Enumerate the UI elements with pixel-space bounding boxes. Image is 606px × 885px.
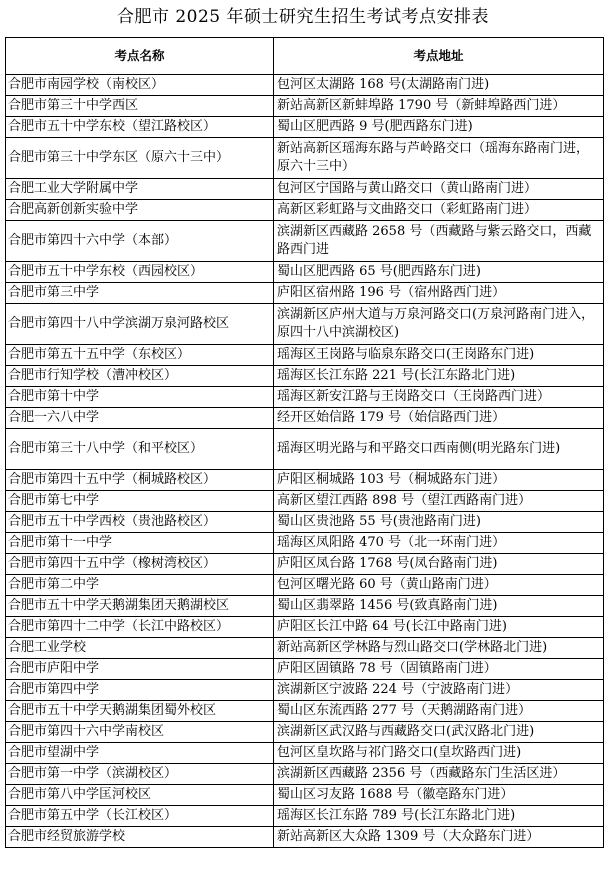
site-address: 瑶海区长江东路 221 号(长江东路北门进) bbox=[274, 366, 604, 387]
site-name: 合肥市南园学校（南校区） bbox=[6, 75, 274, 96]
site-address: 包河区皇坎路与祁门路交口(皇坎路西门进) bbox=[274, 743, 604, 764]
site-address: 包河区曙光路 60 号（黄山路南门进） bbox=[274, 575, 604, 596]
site-address: 瑶海区明光路与和平路交口西南侧(明光路东门进) bbox=[274, 429, 604, 470]
site-name: 合肥市第四十二中学（长江中路校区） bbox=[6, 617, 274, 638]
site-name: 合肥市五十中学东校（望江路校区） bbox=[6, 117, 274, 138]
table-row bbox=[6, 366, 604, 387]
site-name: 合肥市望湖中学 bbox=[6, 743, 274, 764]
table-row bbox=[6, 387, 604, 408]
site-name: 合肥市第八中学匡河校区 bbox=[6, 785, 274, 806]
site-address: 庐阳区宿州路 196 号（宿州路西门进） bbox=[274, 283, 604, 304]
site-address: 新站高新区瑶海东路与芦岭路交口（瑶海东路南门进，原六十三中） bbox=[274, 138, 604, 179]
table-row bbox=[6, 764, 604, 785]
site-address: 庐阳区凤台路 1768 号(凤台路南门进) bbox=[274, 554, 604, 575]
site-name: 合肥市第四中学 bbox=[6, 680, 274, 701]
table-row bbox=[6, 304, 604, 345]
site-name: 合肥一六八中学 bbox=[6, 408, 274, 429]
table-row bbox=[6, 785, 604, 806]
site-name: 合肥市经贸旅游学校 bbox=[6, 827, 274, 848]
site-name: 合肥市第五中学（长江校区） bbox=[6, 806, 274, 827]
table-row bbox=[6, 596, 604, 617]
site-name: 合肥市第一中学（滨湖校区） bbox=[6, 764, 274, 785]
table-row bbox=[6, 491, 604, 512]
site-address: 滨湖新区西藏路 2356 号（西藏路东门生活区进） bbox=[274, 764, 604, 785]
table-row bbox=[6, 512, 604, 533]
site-address: 庐阳区桐城路 103 号（桐城路东门进） bbox=[274, 470, 604, 491]
table-row bbox=[6, 470, 604, 491]
site-address: 瑶海区新安江路与王岗路交口（王岗路西门进） bbox=[274, 387, 604, 408]
site-address: 包河区宁国路与黄山路交口（黄山路南门进） bbox=[274, 179, 604, 200]
table-row bbox=[6, 617, 604, 638]
table-row bbox=[6, 680, 604, 701]
site-address: 新站高新区新蚌埠路 1790 号（新蚌埠路西门进） bbox=[274, 96, 604, 117]
site-address: 包河区太湖路 168 号(太湖路南门进) bbox=[274, 75, 604, 96]
table-row bbox=[6, 179, 604, 200]
site-name: 合肥高新创新实验中学 bbox=[6, 200, 274, 221]
site-name: 合肥市第十一中学 bbox=[6, 533, 274, 554]
table-header-row bbox=[6, 38, 604, 75]
site-address: 经开区始信路 179 号（始信路西门进） bbox=[274, 408, 604, 429]
table-row bbox=[6, 200, 604, 221]
table-row bbox=[6, 554, 604, 575]
site-name: 合肥市五十中学东校（西园校区） bbox=[6, 262, 274, 283]
site-name: 合肥市五十中学天鹅湖集团天鹅湖校区 bbox=[6, 596, 274, 617]
site-name: 合肥市第三中学 bbox=[6, 283, 274, 304]
site-name: 合肥市第二中学 bbox=[6, 575, 274, 596]
site-name: 合肥市第四十六中学（本部） bbox=[6, 221, 274, 262]
document-title: 合肥市 2025 年硕士研究生招生考试考点安排表 bbox=[116, 7, 490, 27]
site-name: 合肥市行知学校（漕冲校区） bbox=[6, 366, 274, 387]
site-address: 高新区望江西路 898 号（望江西路南门进） bbox=[274, 491, 604, 512]
site-name: 合肥市第十中学 bbox=[6, 387, 274, 408]
table-row bbox=[6, 701, 604, 722]
site-name: 合肥市第四十八中学滨湖万泉河路校区 bbox=[6, 304, 274, 345]
table-row bbox=[6, 283, 604, 304]
site-address: 高新区彩虹路与文曲路交口（彩虹路南门进） bbox=[274, 200, 604, 221]
table-row bbox=[6, 96, 604, 117]
site-name: 合肥市第四十五中学（橡树湾校区） bbox=[6, 554, 274, 575]
table-row bbox=[6, 743, 604, 764]
site-name: 合肥工业大学附属中学 bbox=[6, 179, 274, 200]
table-row bbox=[6, 262, 604, 283]
site-address: 瑶海区王岗路与临泉东路交口(王岗路东门进) bbox=[274, 345, 604, 366]
site-address: 蜀山区东流西路 277 号（天鹅湖路南门进） bbox=[274, 701, 604, 722]
site-name: 合肥市五十中学西校（贵池路校区） bbox=[6, 512, 274, 533]
table-body bbox=[6, 75, 604, 848]
table-row bbox=[6, 575, 604, 596]
site-address: 滨湖新区西藏路 2658 号（西藏路与紫云路交口，西藏路西门进 bbox=[274, 221, 604, 262]
site-name: 合肥市五十中学天鹅湖集团蜀外校区 bbox=[6, 701, 274, 722]
exam-site-table bbox=[5, 37, 604, 848]
site-name: 合肥市第四十六中学南校区 bbox=[6, 722, 274, 743]
table-row bbox=[6, 221, 604, 262]
site-address: 蜀山区肥西路 9 号(肥西路东门进) bbox=[274, 117, 604, 138]
column-header-address: 考点地址 bbox=[274, 38, 604, 75]
table-row bbox=[6, 345, 604, 366]
table-row bbox=[6, 638, 604, 659]
table-row bbox=[6, 827, 604, 848]
site-address: 蜀山区贵池路 55 号(贵池路南门进) bbox=[274, 512, 604, 533]
table-row bbox=[6, 138, 604, 179]
site-address: 滨湖新区武汉路与西藏路交口(武汉路北门进) bbox=[274, 722, 604, 743]
site-name: 合肥市第四十五中学（桐城路校区） bbox=[6, 470, 274, 491]
table-row bbox=[6, 722, 604, 743]
site-name: 合肥市第五十五中学（东校区） bbox=[6, 345, 274, 366]
site-address: 滨湖新区宁波路 224 号（宁波路南门进） bbox=[274, 680, 604, 701]
site-address: 蜀山区翡翠路 1456 号(致真路南门进) bbox=[274, 596, 604, 617]
site-name: 合肥工业学校 bbox=[6, 638, 274, 659]
site-address: 庐阳区长江中路 64 号(长江中路南门进) bbox=[274, 617, 604, 638]
table-row bbox=[6, 533, 604, 554]
site-address: 瑶海区凤阳路 470 号（北一环南门进） bbox=[274, 533, 604, 554]
table-row bbox=[6, 408, 604, 429]
site-name: 合肥市第三十八中学（和平校区） bbox=[6, 429, 274, 470]
site-name: 合肥市庐阳中学 bbox=[6, 659, 274, 680]
table-row bbox=[6, 806, 604, 827]
site-name: 合肥市第七中学 bbox=[6, 491, 274, 512]
site-address: 蜀山区习友路 1688 号（徽亳路东门进） bbox=[274, 785, 604, 806]
table-row bbox=[6, 117, 604, 138]
table-row bbox=[6, 75, 604, 96]
site-address: 新站高新区大众路 1309 号（大众路东门进） bbox=[274, 827, 604, 848]
table-row bbox=[6, 429, 604, 470]
site-address: 新站高新区学林路与烈山路交口(学林路北门进) bbox=[274, 638, 604, 659]
site-address: 庐阳区固镇路 78 号（固镇路南门进） bbox=[274, 659, 604, 680]
table-row bbox=[6, 659, 604, 680]
column-header-name: 考点名称 bbox=[6, 38, 274, 75]
site-address: 滨湖新区庐州大道与万泉河路交口(万泉河路南门进入，原四十八中滨湖校区) bbox=[274, 304, 604, 345]
site-name: 合肥市第三十中学东区（原六十三中） bbox=[6, 138, 274, 179]
site-name: 合肥市第三十中学西区 bbox=[6, 96, 274, 117]
site-address: 蜀山区肥西路 65 号(肥西路东门进) bbox=[274, 262, 604, 283]
site-address: 瑶海区长江东路 789 号(长江东路北门进) bbox=[274, 806, 604, 827]
